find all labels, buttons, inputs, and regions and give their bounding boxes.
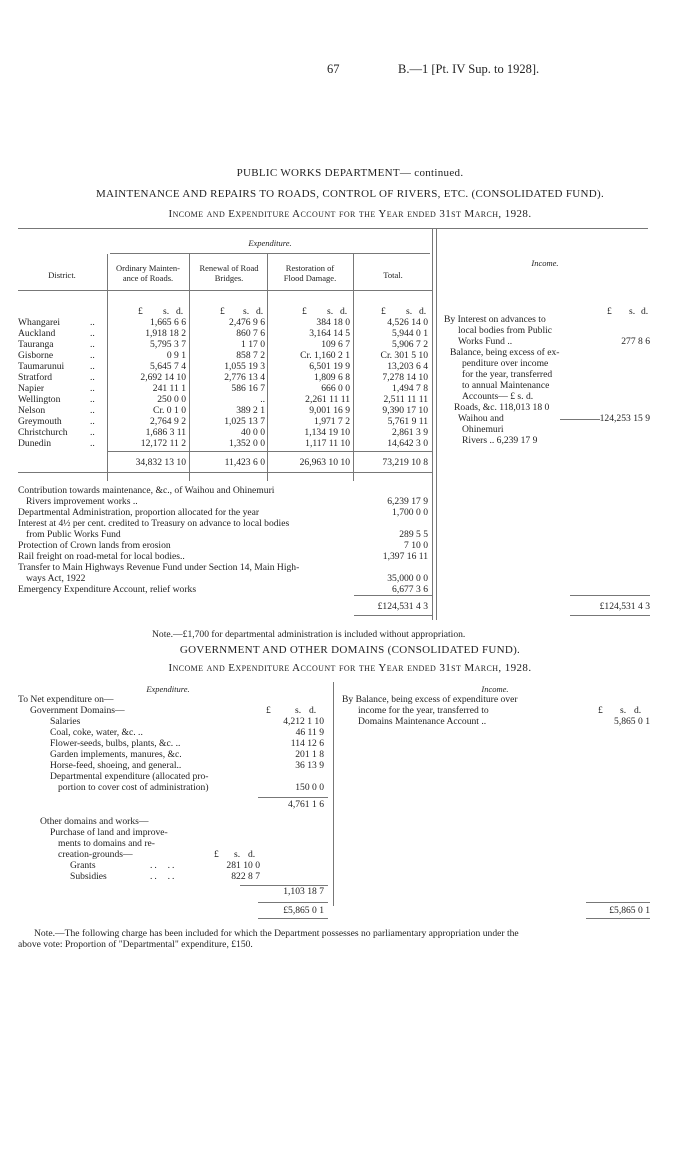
other-item-label-cont: ways Act, 1922 (26, 573, 86, 584)
district-cell: Napier (18, 383, 45, 394)
ordinary-cell: 2,764 9 2 (150, 416, 186, 427)
other-item-amount: 1,397 16 11 (382, 551, 428, 562)
total-grand: 73,219 10 8 (382, 457, 428, 468)
section2-title-line1: GOVERNMENT AND OTHER DOMAINS (CONSOLIDATED FUND). (179, 644, 521, 656)
ordinary-cell: 2,692 14 10 (140, 372, 186, 383)
district-cell: Whangarei (18, 317, 61, 328)
table-row: Tauranga 5,795 3 7 1 17 0 109 6 7 5,906 7 2 .. (18, 339, 428, 350)
total-restoration: 26,963 10 10 (299, 457, 350, 468)
district-cell: Gisborne (18, 350, 54, 361)
col-ordinary-header-1: Ordinary Mainten- (116, 263, 180, 273)
total-cell: 2,861 3 9 (392, 427, 428, 438)
renewal-cell: 1,055 19 3 (224, 361, 265, 372)
col-total-header: Total. (383, 270, 403, 280)
section1-title-line2: MAINTENANCE AND REPAIRS TO ROADS, CONTROL OF RIVERS, ETC. (CONSOLIDATED FUND). (95, 188, 605, 200)
s2-income-line1: By Balance, being excess of expenditure over (342, 694, 518, 705)
total-cell: 7,278 14 10 (382, 372, 428, 383)
income-line: Balance, being excess of ex- (450, 347, 560, 358)
renewal-cell: 858 7 2 (236, 350, 265, 361)
s2-income-line3: Domains Maintenance Account .. (358, 716, 487, 727)
domain-item-amount: 36 13 9 (295, 760, 324, 771)
district-cell: Taumarunui (18, 361, 65, 372)
domains-subtotal: 4,761 1 6 (288, 799, 324, 810)
other-item-label-cont: from Public Works Fund (26, 529, 121, 540)
restoration-cell: 1,809 6 8 (314, 372, 350, 383)
domain-item-label: Flower-seeds, bulbs, plants, &c. .. (50, 738, 181, 749)
s2-income-units: £ s. d. (598, 705, 642, 716)
document-reference: B.—1 [Pt. IV Sup. to 1928]. (398, 62, 540, 76)
restoration-cell: 666 0 0 (321, 383, 350, 394)
subsidies-amount: 822 8 7 (231, 871, 260, 882)
section1-title-line3: Income and Expenditure Account for the Year ended 31st March, 1928. (168, 208, 532, 220)
to-net-label: To Net expenditure on— (18, 694, 114, 705)
district-cell: Stratford (18, 372, 53, 383)
domain-item-label: Horse-feed, shoeing, and general.. (50, 760, 182, 771)
col-renewal-header-2: Bridges. (214, 273, 244, 283)
section2-expenditure-heading: Expenditure. (146, 684, 190, 694)
district-cell: Auckland (18, 328, 56, 339)
income-line: Works Fund .. (458, 336, 513, 347)
other-item-label: Transfer to Main Highways Revenue Fund under Section 14, Main High- (18, 562, 300, 573)
expenditure-heading: Expenditure. (248, 238, 292, 248)
district-cell: Christchurch (18, 427, 68, 438)
restoration-cell: 1,134 19 10 (304, 427, 350, 438)
renewal-cell: 2,776 13 4 (224, 372, 265, 383)
other-item-amount: 35,000 0 0 (387, 573, 428, 584)
other-item-amount: 1,700 0 0 (392, 507, 428, 518)
table-row: Dunedin 12,172 11 2 1,352 0 0 1,117 11 10 14,642 3 0 .. (18, 438, 428, 449)
restoration-cell: Cr. 1,160 2 1 (300, 350, 350, 361)
section2-inc-total: £5,865 0 1 (609, 905, 650, 916)
renewal-cell: 586 16 7 (231, 383, 265, 394)
table-row: Napier 241 11 1 586 16 7 666 0 0 1,494 7 8 .. (18, 383, 428, 394)
section2-units: £ s. d. (266, 705, 317, 716)
col-renewal-header-1: Renewal of Road (199, 263, 259, 273)
purchase-line1: Purchase of land and improve- (50, 827, 168, 838)
domain-item-amount: 114 12 6 (290, 738, 324, 749)
other-domains-label: Other domains and works— (40, 816, 149, 827)
ordinary-cell: 5,795 3 7 (150, 339, 186, 350)
district-cell: Nelson (18, 405, 46, 416)
ordinary-cell: 12,172 11 2 (140, 438, 186, 449)
section2-income-heading: Income. (481, 684, 509, 694)
renewal-cell: 2,476 9 6 (229, 317, 265, 328)
table-row: Stratford 2,692 14 10 2,776 13 4 1,809 6 8 7,278 14 10 .. (18, 372, 428, 383)
grants-amount: 281 10 0 (226, 860, 260, 871)
renewal-cell: 1 17 0 (241, 339, 265, 350)
section1-title-line1: PUBLIC WORKS DEPARTMENT— continued. (236, 167, 464, 179)
purchase-units: £ s. d. (214, 849, 256, 860)
totals-row (0, 457, 700, 468)
table-row: Wellington 250 0 0 .. 2,261 11 11 2,511 11 11 .. (18, 394, 428, 405)
income-line: for the year, transferred (462, 369, 553, 380)
total-cell: 5,944 0 1 (392, 328, 428, 339)
header-bottom-rule (18, 290, 432, 291)
purchase-line3: creation-grounds— (58, 849, 133, 860)
domain-item-label: Garden implements, manures, &c. (50, 749, 182, 760)
renewal-cell: 389 2 1 (236, 405, 265, 416)
district-cell: Dunedin (18, 438, 52, 449)
domain-item-amount: 201 1 8 (295, 749, 324, 760)
income-interest-amount: 277 8 6 (621, 336, 650, 347)
purchase-line2: ments to domains and re- (58, 838, 155, 849)
restoration-cell: 109 6 7 (321, 339, 350, 350)
grand-total-expenditure: £124,531 4 3 (377, 601, 428, 612)
total-ordinary: 34,832 13 10 (135, 457, 186, 468)
income-line: Rivers .. 6,239 17 9 (462, 435, 538, 446)
gov-domains-label: Government Domains— (30, 705, 125, 716)
ordinary-cell: 250 0 0 (157, 394, 186, 405)
table-row: Greymouth 2,764 9 2 1,025 13 7 1,971 7 2 5,761 9 11 .. (18, 416, 428, 427)
total-cell: 14,642 3 0 (387, 438, 428, 449)
total-cell: 9,390 17 10 (382, 405, 428, 416)
other-item-label: Departmental Administration, proportion allocated for the year (18, 507, 260, 518)
expenditure-heading-rule (110, 253, 430, 254)
col-district-header: District. (48, 270, 76, 280)
total-cell: 2,511 11 11 (383, 394, 428, 405)
ordinary-cell: 5,645 7 4 (150, 361, 186, 372)
other-item-amount: 289 5 5 (399, 529, 428, 540)
restoration-cell: 1,117 11 10 (305, 438, 350, 449)
table-row: Whangarei 1,665 6 6 2,476 9 6 384 18 0 4,526 14 0 .. (18, 317, 428, 328)
district-cell: Wellington (18, 394, 61, 405)
renewal-cell: .. (260, 394, 265, 405)
renewal-cell: 1,352 0 0 (229, 438, 265, 449)
grants-label: Grants .. .. (70, 860, 177, 871)
dept-label-1: Departmental expenditure (allocated pro- (50, 771, 209, 782)
district-cell: Tauranga (18, 339, 54, 350)
other-item-label-cont: Rivers improvement works .. (26, 496, 138, 507)
section2-note-line2: above vote: Proportion of "Departmental" expenditure, £150. (18, 939, 253, 950)
income-line: Waihou and (458, 413, 504, 424)
income-line: to annual Maintenance (462, 380, 550, 391)
other-item-amount: 7 10 0 (404, 540, 428, 551)
total-cell: 13,203 6 4 (387, 361, 428, 372)
income-line: Accounts— £ s. d. (462, 391, 534, 402)
units-row: £ s. d. £ s. d. £ s. d. £ s. d. £ s. d. (138, 306, 649, 317)
total-cell: 1,494 7 8 (392, 383, 428, 394)
table-row: Nelson Cr. 0 1 0 389 2 1 9,001 16 9 9,390 17 10 .. (18, 405, 428, 416)
other-item-label: Emergency Expenditure Account, relief works (18, 584, 197, 595)
total-cell: Cr. 301 5 10 (380, 350, 428, 361)
section1-note: Note.—£1,700 for departmental administration is included without appropriation. (152, 629, 466, 640)
table-top-rule (18, 228, 648, 229)
col-ordinary-header-2: ance of Roads. (122, 273, 174, 283)
domain-item-amount: 46 11 9 (295, 727, 324, 738)
district-cell: Greymouth (18, 416, 62, 427)
domain-item-label: Coal, coke, water, &c. .. (50, 727, 143, 738)
s2-income-line2: income for the year, transferred to (358, 705, 489, 716)
renewal-cell: 860 7 6 (236, 328, 265, 339)
grand-total-income: £124,531 4 3 (599, 601, 650, 612)
income-line: penditure over income (462, 358, 549, 369)
subsidies-label: Subsidies .. .. (70, 871, 177, 882)
ordinary-cell: 1,686 3 11 (145, 427, 186, 438)
ordinary-cell: 1,665 6 6 (150, 317, 186, 328)
income-balance-amount: 124,253 15 9 (599, 413, 650, 424)
table-row: Gisborne 0 9 1 858 7 2 Cr. 1,160 2 1 Cr. 301 5 10 .. (18, 350, 428, 361)
other-total: 1,103 18 7 (283, 886, 324, 897)
other-item-label: Protection of Crown lands from erosion (18, 540, 171, 551)
restoration-cell: 384 18 0 (316, 317, 350, 328)
income-heading: Income. (531, 258, 559, 268)
ordinary-cell: 241 11 1 (152, 383, 186, 394)
restoration-cell: 1,971 7 2 (314, 416, 350, 427)
ordinary-cell: 1,918 18 2 (145, 328, 186, 339)
other-item-amount: 6,677 3 6 (392, 584, 428, 595)
restoration-cell: 9,001 16 9 (309, 405, 350, 416)
table-row: Christchurch 1,686 3 11 40 0 0 1,134 19 10 2,861 3 9 .. (18, 427, 428, 438)
income-line: Roads, &c. 118,013 18 0 (454, 402, 550, 413)
total-cell: 5,906 7 2 (392, 339, 428, 350)
table-row: Auckland 1,918 18 2 860 7 6 3,164 14 5 5,944 0 1 .. (18, 328, 428, 339)
income-line: By Interest on advances to (444, 314, 546, 325)
other-item-label: Contribution towards maintenance, &c., of Waihou and Ohinemuri (18, 485, 275, 496)
section2-note-line1: Note.—The following charge has been included for which the Department possesses no parliamentary appropriation under the (34, 928, 519, 939)
ordinary-cell: Cr. 0 1 0 (152, 405, 186, 416)
other-item-label: Interest at 4½ per cent. credited to Treasury on advance to local bodies (18, 518, 290, 529)
renewal-cell: 1,025 13 7 (224, 416, 265, 427)
restoration-cell: 3,164 14 5 (309, 328, 350, 339)
dept-amount: 150 0 0 (295, 782, 324, 793)
table-row: Taumarunui 5,645 7 4 1,055 19 3 6,501 19 9 13,203 6 4 .. (18, 361, 428, 372)
total-cell: 5,761 9 11 (387, 416, 428, 427)
domain-item-label: Salaries (50, 716, 81, 727)
section2-exp-total: £5,865 0 1 (283, 905, 324, 916)
total-renewal: 11,423 6 0 (224, 457, 265, 468)
income-line: Ohinemuri (462, 424, 504, 435)
restoration-cell: 2,261 11 11 (305, 394, 350, 405)
s2-income-amount: 5,865 0 1 (614, 716, 650, 727)
restoration-cell: 6,501 19 9 (309, 361, 350, 372)
other-item-label: Rail freight on road-metal for local bodies.. (18, 551, 185, 562)
domain-item-amount: 4,212 1 10 (283, 716, 324, 727)
col-restoration-header-2: Flood Damage. (283, 273, 337, 283)
dept-label-2: portion to cover cost of administration) (58, 782, 209, 793)
col-restoration-header-1: Restoration of (285, 263, 335, 273)
section2-title-line2: Income and Expenditure Account for the Year ended 31st March, 1928. (168, 662, 532, 674)
renewal-cell: 40 0 0 (241, 427, 265, 438)
income-line: local bodies from Public (458, 325, 553, 336)
total-cell: 4,526 14 0 (387, 317, 428, 328)
other-item-amount: 6,239 17 9 (387, 496, 428, 507)
page-number: 67 (327, 62, 340, 76)
ordinary-cell: 0 9 1 (166, 350, 186, 361)
